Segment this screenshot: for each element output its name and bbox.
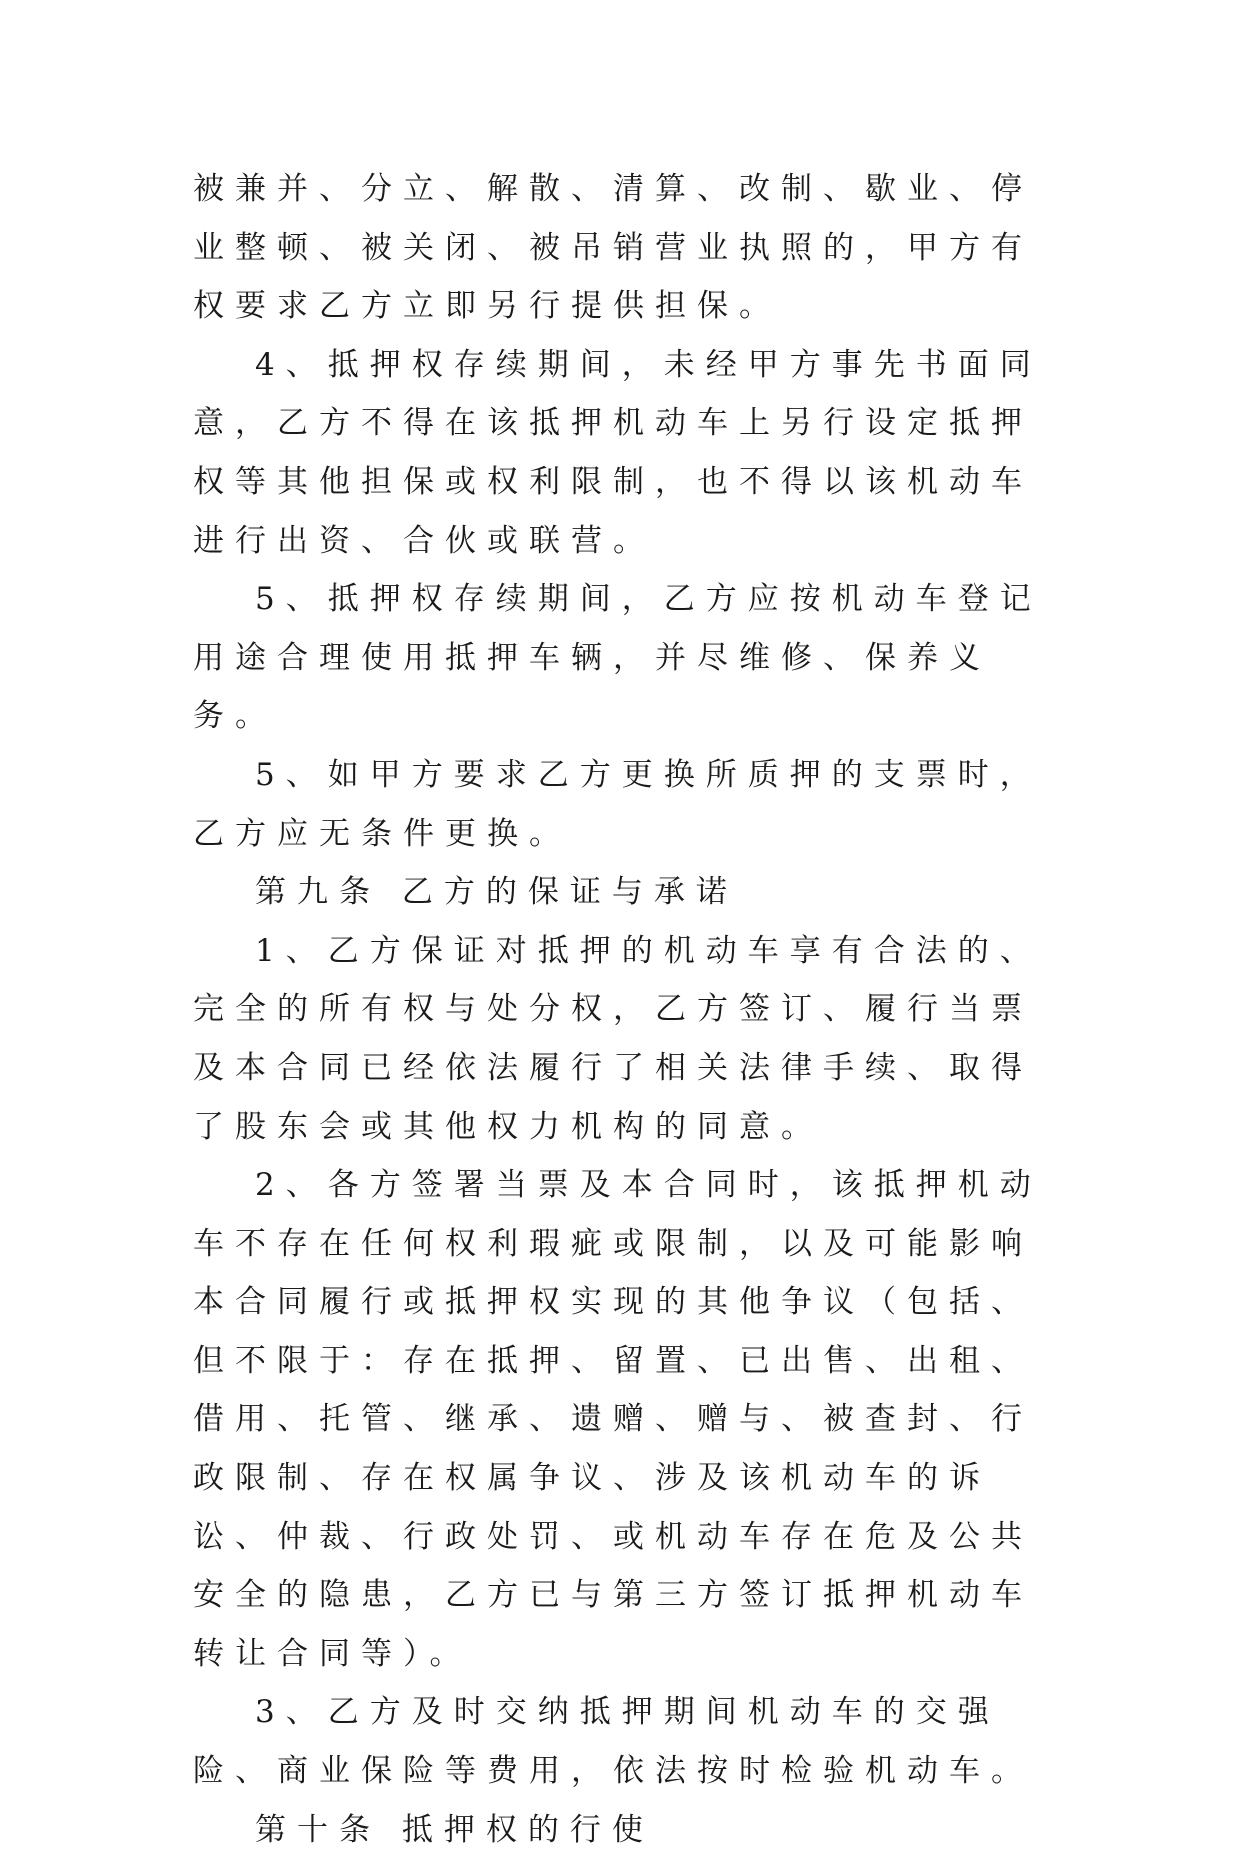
paragraph-article-9-item-1: 1、乙方保证对抵押的机动车享有合法的、完全的所有权与处分权，乙方签订、履行当票及本合同已经依法履行了相关法律手续、取得了股东会或其他权力机构的同意。 [193, 932, 1042, 1145]
paragraph-continuation: 被兼并、分立、解散、清算、改制、歇业、停业整顿、被关闭、被吊销营业执照的，甲方有权要求乙方立即另行提供担保。 [193, 171, 1033, 325]
document-body [193, 160, 1065, 1859]
paragraph-clause-4: 4、抵押权存续期间，未经甲方事先书面同意，乙方不得在该抵押机动车上另行设定抵押权等其他担保或权利限制，也不得以该机动车进行出资、合伙或联营。 [193, 346, 1042, 559]
paragraph-article-9-item-3: 3、乙方及时交纳抵押期间机动车的交强险、商业保险等费用，依法按时检验机动车。 [193, 1694, 1033, 1790]
section-heading-article-9: 第九条 乙方的保证与承诺 [255, 874, 738, 911]
paragraph-article-9-item-2: 2、各方签署当票及本合同时，该抵押机动车不存在任何权利瑕疵或限制，以及可能影响本合同履行或抵押权实现的其他争议（包括、但不限于：存在抵押、留置、已出售、出租、借用、托管、继承、遗赠、赠与、被查封、行政限制、存在权属争议、涉及该机动车的诉讼、仲裁、行政处罚、或机动车存在危及公共安全的隐患，乙方已与第三方签订抵押机动车转让合同等）。 [193, 1167, 1042, 1672]
section-heading-article-10: 第十条 抵押权的行使 [255, 1811, 654, 1848]
paragraph-clause-5-cheque: 5、如甲方要求乙方更换所质押的支票时，乙方应无条件更换。 [193, 756, 1042, 852]
paragraph-clause-5: 5、抵押权存续期间，乙方应按机动车登记用途合理使用抵押车辆，并尽维修、保养义务。 [193, 581, 1042, 735]
